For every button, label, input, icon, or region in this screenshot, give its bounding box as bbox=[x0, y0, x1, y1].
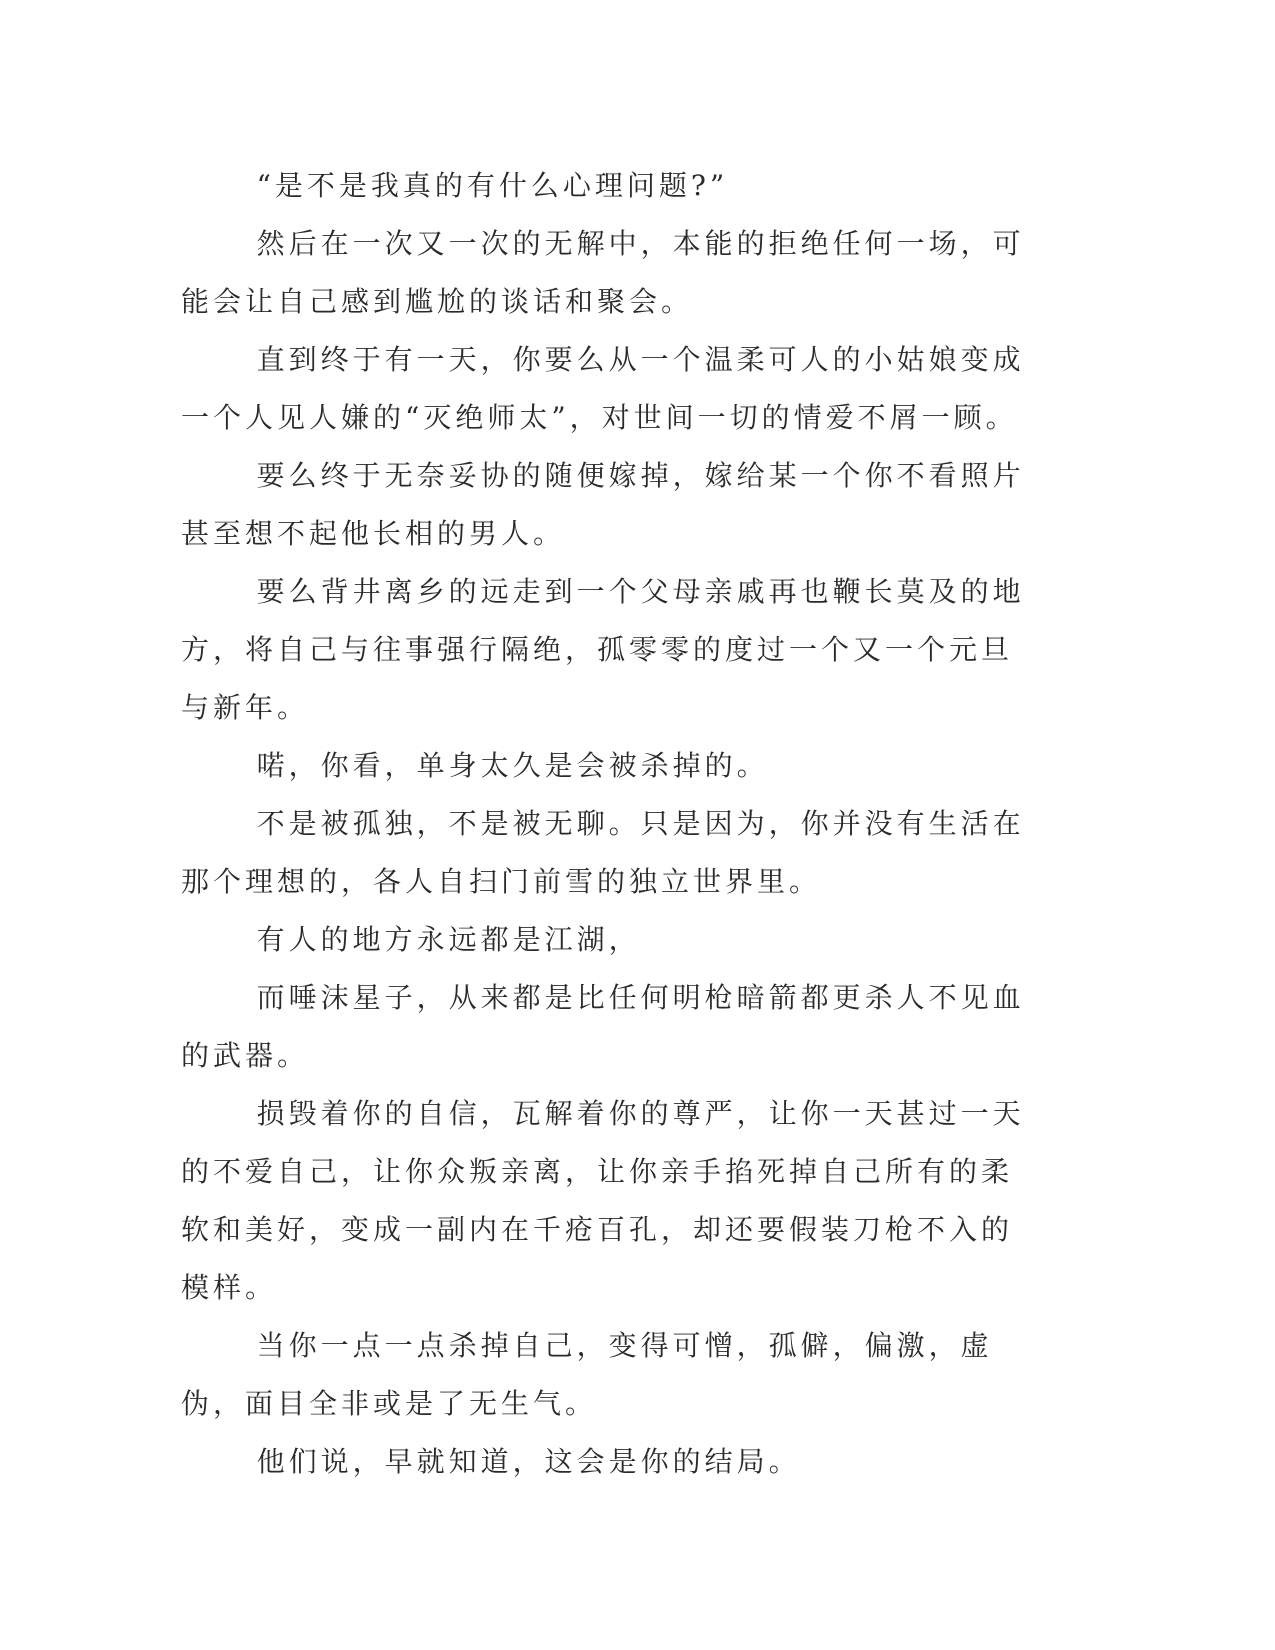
paragraph-10: 损毁着你的自信，瓦解着你的尊严，让你一天甚过一天的不爱自己，让你众叛亲离，让你亲手掐死掉自己所有的柔软和美好，变成一副内在千疮百孔，却还要假装刀枪不入的模样。 bbox=[181, 1097, 1025, 1304]
paragraph-4: 要么终于无奈妥协的随便嫁掉，嫁给某一个你不看照片甚至想不起他长相的男人。 bbox=[181, 459, 1025, 550]
paragraph-12: 他们说，早就知道，这会是你的结局。 bbox=[256, 1445, 801, 1478]
paragraph-3: 直到终于有一天，你要么从一个温柔可人的小姑娘变成一个人见人嫌的“灭绝师太”，对世间一切的情爱不屑一顾。 bbox=[181, 343, 1025, 434]
paragraph-6: 喏，你看，单身太久是会被杀掉的。 bbox=[256, 749, 769, 782]
paragraph-5: 要么背井离乡的远走到一个父母亲戚再也鞭长莫及的地方，将自己与往事强行隔绝，孤零零的度过一个又一个元旦与新年。 bbox=[181, 575, 1025, 724]
paragraph-7: 不是被孤独，不是被无聊。只是因为，你并没有生活在那个理想的，各人自扫门前雪的独立世界里。 bbox=[181, 807, 1025, 898]
paragraph-11: 当你一点一点杀掉自己，变得可憎，孤僻，偏激，虚伪，面目全非或是了无生气。 bbox=[181, 1329, 993, 1420]
paragraph-2: 然后在一次又一次的无解中，本能的拒绝任何一场，可能会让自己感到尴尬的谈话和聚会。 bbox=[181, 227, 1025, 318]
paragraph-1: “是不是我真的有什么心理问题?” bbox=[256, 169, 729, 202]
paragraph-8: 有人的地方永远都是江湖， bbox=[256, 923, 641, 956]
paragraph-9: 而唾沫星子，从来都是比任何明枪暗箭都更杀人不见血的武器。 bbox=[181, 981, 1025, 1072]
document-body bbox=[181, 157, 1031, 1491]
